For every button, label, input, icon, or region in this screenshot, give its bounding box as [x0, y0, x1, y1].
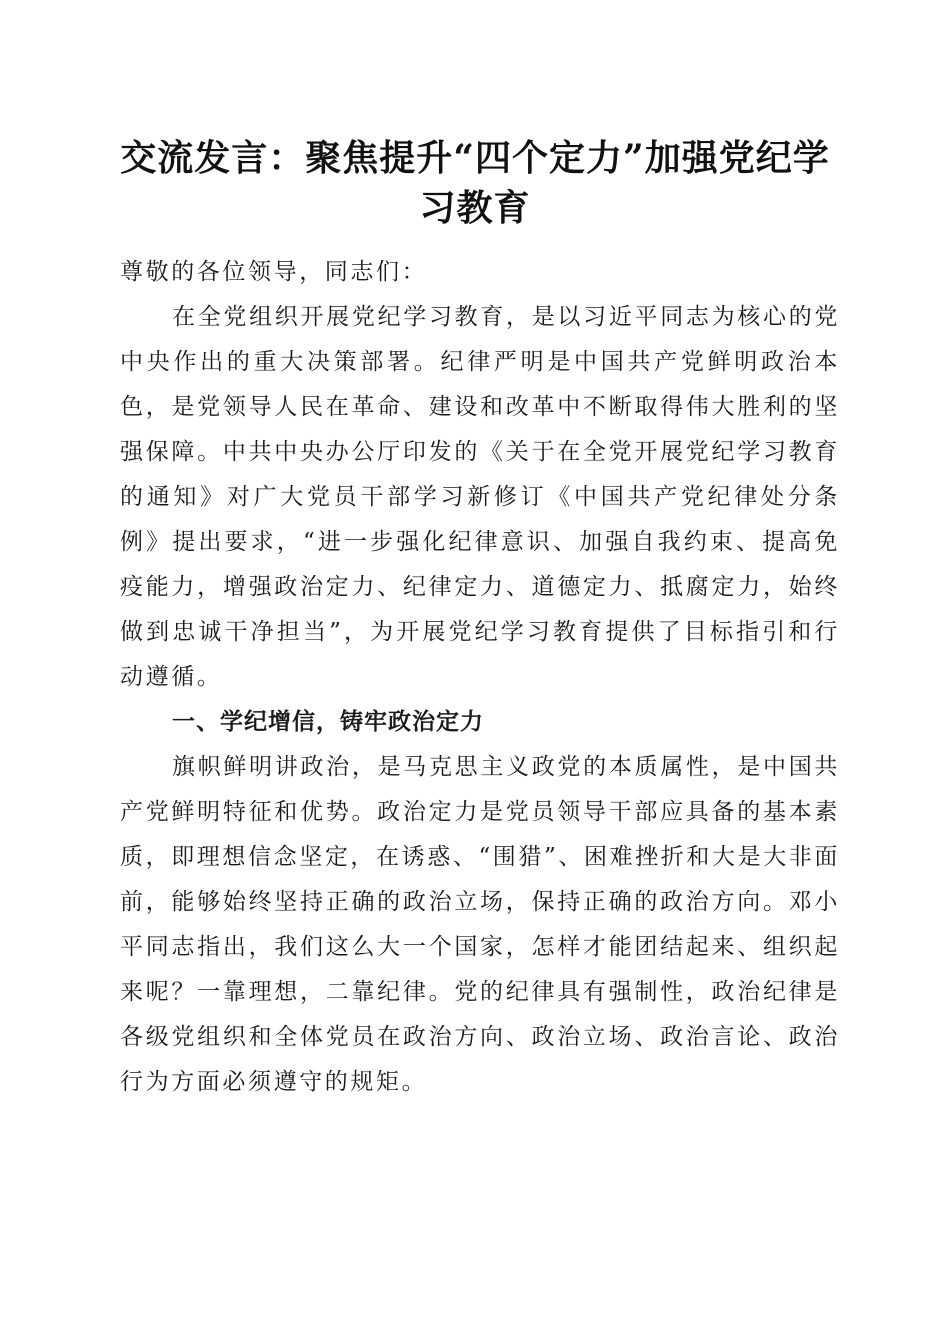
section-paragraph: 旗帜鲜明讲政治，是马克思主义政党的本质属性，是中国共产党鲜明特征和优势。政治定力是党员领导干部应具备的基本素质，即理想信念坚定，在诱惑、“围猎”、困难挫折和大是大非面前，能够始终坚持正确的政治立场，保持正确的政治方向。邓小平同志指出，我们这么大一个国家，怎样才能团结起来、组织起来呢？一靠理想，二靠纪律。党的纪律具有强制性，政治纪律是各级党组织和全体党员在政治方向、政治立场、政治言论、政治行为方面必须遵守的规矩。 [120, 754, 840, 1095]
document-body [120, 250, 840, 1105]
section-heading: 一、学纪增信，铸牢政治定力 [172, 709, 484, 735]
salutation: 尊敬的各位领导，同志们： [120, 259, 428, 285]
intro-paragraph: 在全党组织开展党纪学习教育，是以习近平同志为核心的党中央作出的重大决策部署。纪律严明是中国共产党鲜明政治本色，是党领导人民在革命、建设和改革中不断取得伟大胜利的坚强保障。中共中央办公厅印发的《关于在全党开展党纪学习教育的通知》对广大党员干部学习新修订《中国共产党纪律处分条例》提出要求，“进一步强化纪律意识、加强自我约束、提高免疫能力，增强政治定力、纪律定力、道德定力、抵腐定力，始终做到忠诚干净担当”，为开展党纪学习教育提供了目标指引和行动遵循。 [120, 304, 840, 690]
document-title-line-1: 交流发言：聚焦提升“四个定力”加强党纪学 [120, 137, 830, 179]
document-title-line-2: 习教育 [419, 187, 531, 229]
document-title [110, 133, 840, 233]
